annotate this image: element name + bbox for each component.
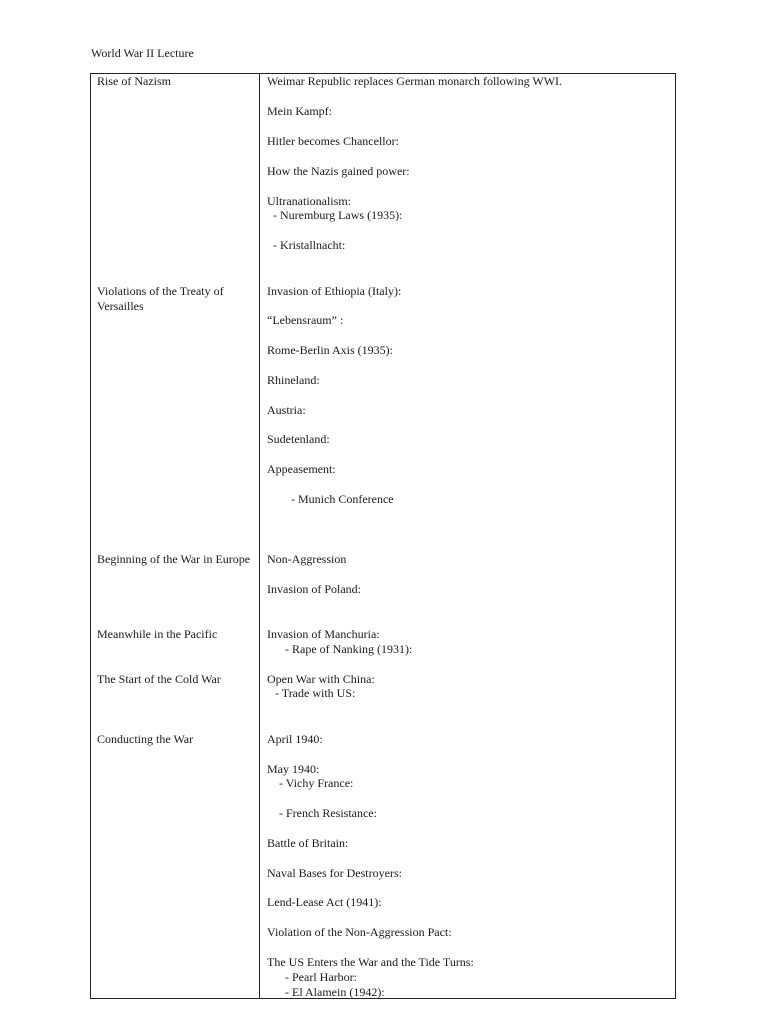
note-line: Invasion of Ethiopia (Italy): [267,284,402,298]
topic-conducting-war: Conducting the War [97,732,194,746]
topic-war-in-europe: Beginning of the War in Europe [97,552,251,566]
note-line: Invasion of Poland: [267,582,361,596]
note-line: Violation of the Non-Aggression Pact: [267,925,452,939]
note-line: Sudetenland: [267,432,330,446]
note-line: Ultranationalism: [267,194,351,208]
note-line: Rhineland: [267,373,320,387]
note-line: April 1940: [267,732,323,746]
note-line: Weimar Republic replaces German monarch following WWI. [267,74,563,88]
topic-pacific: Meanwhile in the Pacific [97,627,218,641]
note-line: Battle of Britain: [267,836,349,850]
note-line: Invasion of Manchuria: [267,627,380,641]
note-line: Mein Kampf: [267,104,332,118]
note-subline: - Nuremburg Laws (1935): [273,208,403,222]
topic-cold-war: The Start of the Cold War [97,672,221,686]
note-line: Non-Aggression [267,552,347,566]
note-subline: - Rape of Nanking (1931): [285,642,413,656]
note-line: Open War with China: [267,672,375,686]
column-divider [259,73,260,999]
note-line: How the Nazis gained power: [267,164,410,178]
topic-rise-of-nazism: Rise of Nazism [97,74,171,88]
note-line: Hitler becomes Chancellor: [267,134,399,148]
note-line: “Lebensraum” : [267,313,344,327]
document-title: World War II Lecture [91,46,194,60]
note-line: Austria: [267,403,306,417]
note-subline: - Munich Conference [291,492,394,506]
note-line: Naval Bases for Destroyers: [267,866,402,880]
note-subline: - Kristallnacht: [273,238,346,252]
note-subline: - Vichy France: [279,776,354,790]
note-subline: - Trade with US: [275,686,356,700]
note-line: Lend-Lease Act (1941): [267,895,382,909]
note-line: The US Enters the War and the Tide Turns: [267,955,474,969]
note-subline: - French Resistance: [279,806,377,820]
note-line: May 1940: [267,762,320,776]
note-subline: - Pearl Harbor: [285,970,357,984]
note-line: Appeasement: [267,462,336,476]
note-subline: - El Alamein (1942): [285,985,385,999]
note-line: Rome-Berlin Axis (1935): [267,343,393,357]
topic-treaty-violations: Violations of the Treaty of Versailles [97,284,224,313]
